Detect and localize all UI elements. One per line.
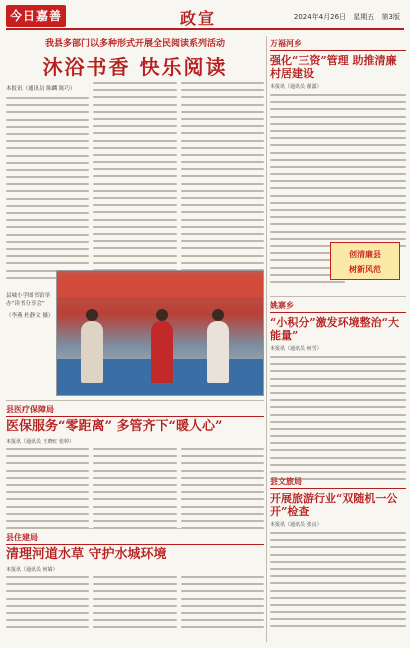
- main-body-columns: [6, 82, 264, 284]
- article-headline: 强化“三资”管理 助推清廉村居建设: [270, 54, 397, 80]
- issue-info: [289, 12, 400, 22]
- main-subtitle: 我县多部门以多种形式开展全民阅读系列活动: [44, 39, 225, 49]
- photo-caption: [6, 292, 52, 320]
- article-byline: 本报讯（通讯员 何婧）: [6, 567, 58, 573]
- photo-person: [81, 321, 103, 383]
- section-name: 政宣: [180, 9, 217, 28]
- photo-person: [151, 321, 173, 383]
- main-byline: 本报讯（通讯员 陈麟 陈巧）: [6, 86, 76, 92]
- issue-page: 第3版: [381, 13, 400, 21]
- main-column-3: [181, 82, 264, 284]
- clean-governance-ad: [330, 242, 400, 280]
- article-housing: [6, 532, 264, 634]
- article-headline: 清理河道水草 守护水城环境: [6, 547, 167, 562]
- issue-date: 2024年4月26日: [293, 13, 347, 21]
- main-column-1: [6, 82, 89, 284]
- article-section-label: 万福河乡: [270, 38, 406, 51]
- paper-logo: 今日嘉善: [6, 5, 66, 27]
- article-headline: 开展旅游行业“双随机一公开”检查: [270, 492, 398, 518]
- ad-line-2: 树新风范: [349, 264, 381, 274]
- main-headline: 沐浴书香 快乐阅读: [42, 55, 228, 79]
- masthead: [6, 4, 404, 30]
- caption-text: 县城小学图书馆举办“读书分享会”: [6, 293, 51, 307]
- main-column-2: [93, 82, 176, 284]
- article-byline: 本报讯（通讯员 何雪）: [270, 346, 322, 352]
- article-byline: 本报讯（通讯员 张良）: [270, 522, 322, 528]
- article-headline: “小积分”激发环境整治“大能量”: [270, 316, 399, 342]
- photo-banner: [57, 275, 263, 297]
- article-tourism: [270, 476, 406, 633]
- issue-weekday: 星期五: [353, 13, 375, 21]
- article-byline: 本报讯（通讯员 翟露）: [270, 84, 322, 90]
- article-section-label: 县医疗保障局: [6, 404, 264, 417]
- article-medical-insurance: [6, 404, 264, 534]
- article-section-label: 姚寨乡: [270, 300, 406, 313]
- ad-line-1: 创清廉县: [349, 249, 381, 259]
- article-headline: 医保服务“零距离” 多管齐下“暖人心”: [6, 419, 223, 434]
- caption-credit: （李燕 杜静文 摄）: [6, 313, 54, 319]
- article-yaozhai: [270, 300, 406, 485]
- article-section-label: 县文旅局: [270, 476, 406, 489]
- main-article: [6, 36, 264, 284]
- event-photo: [56, 270, 264, 396]
- article-section-label: 县住建局: [6, 532, 264, 545]
- photo-person: [207, 321, 229, 383]
- article-byline: 本报讯（通讯员 王晓红 张婷）: [6, 439, 75, 445]
